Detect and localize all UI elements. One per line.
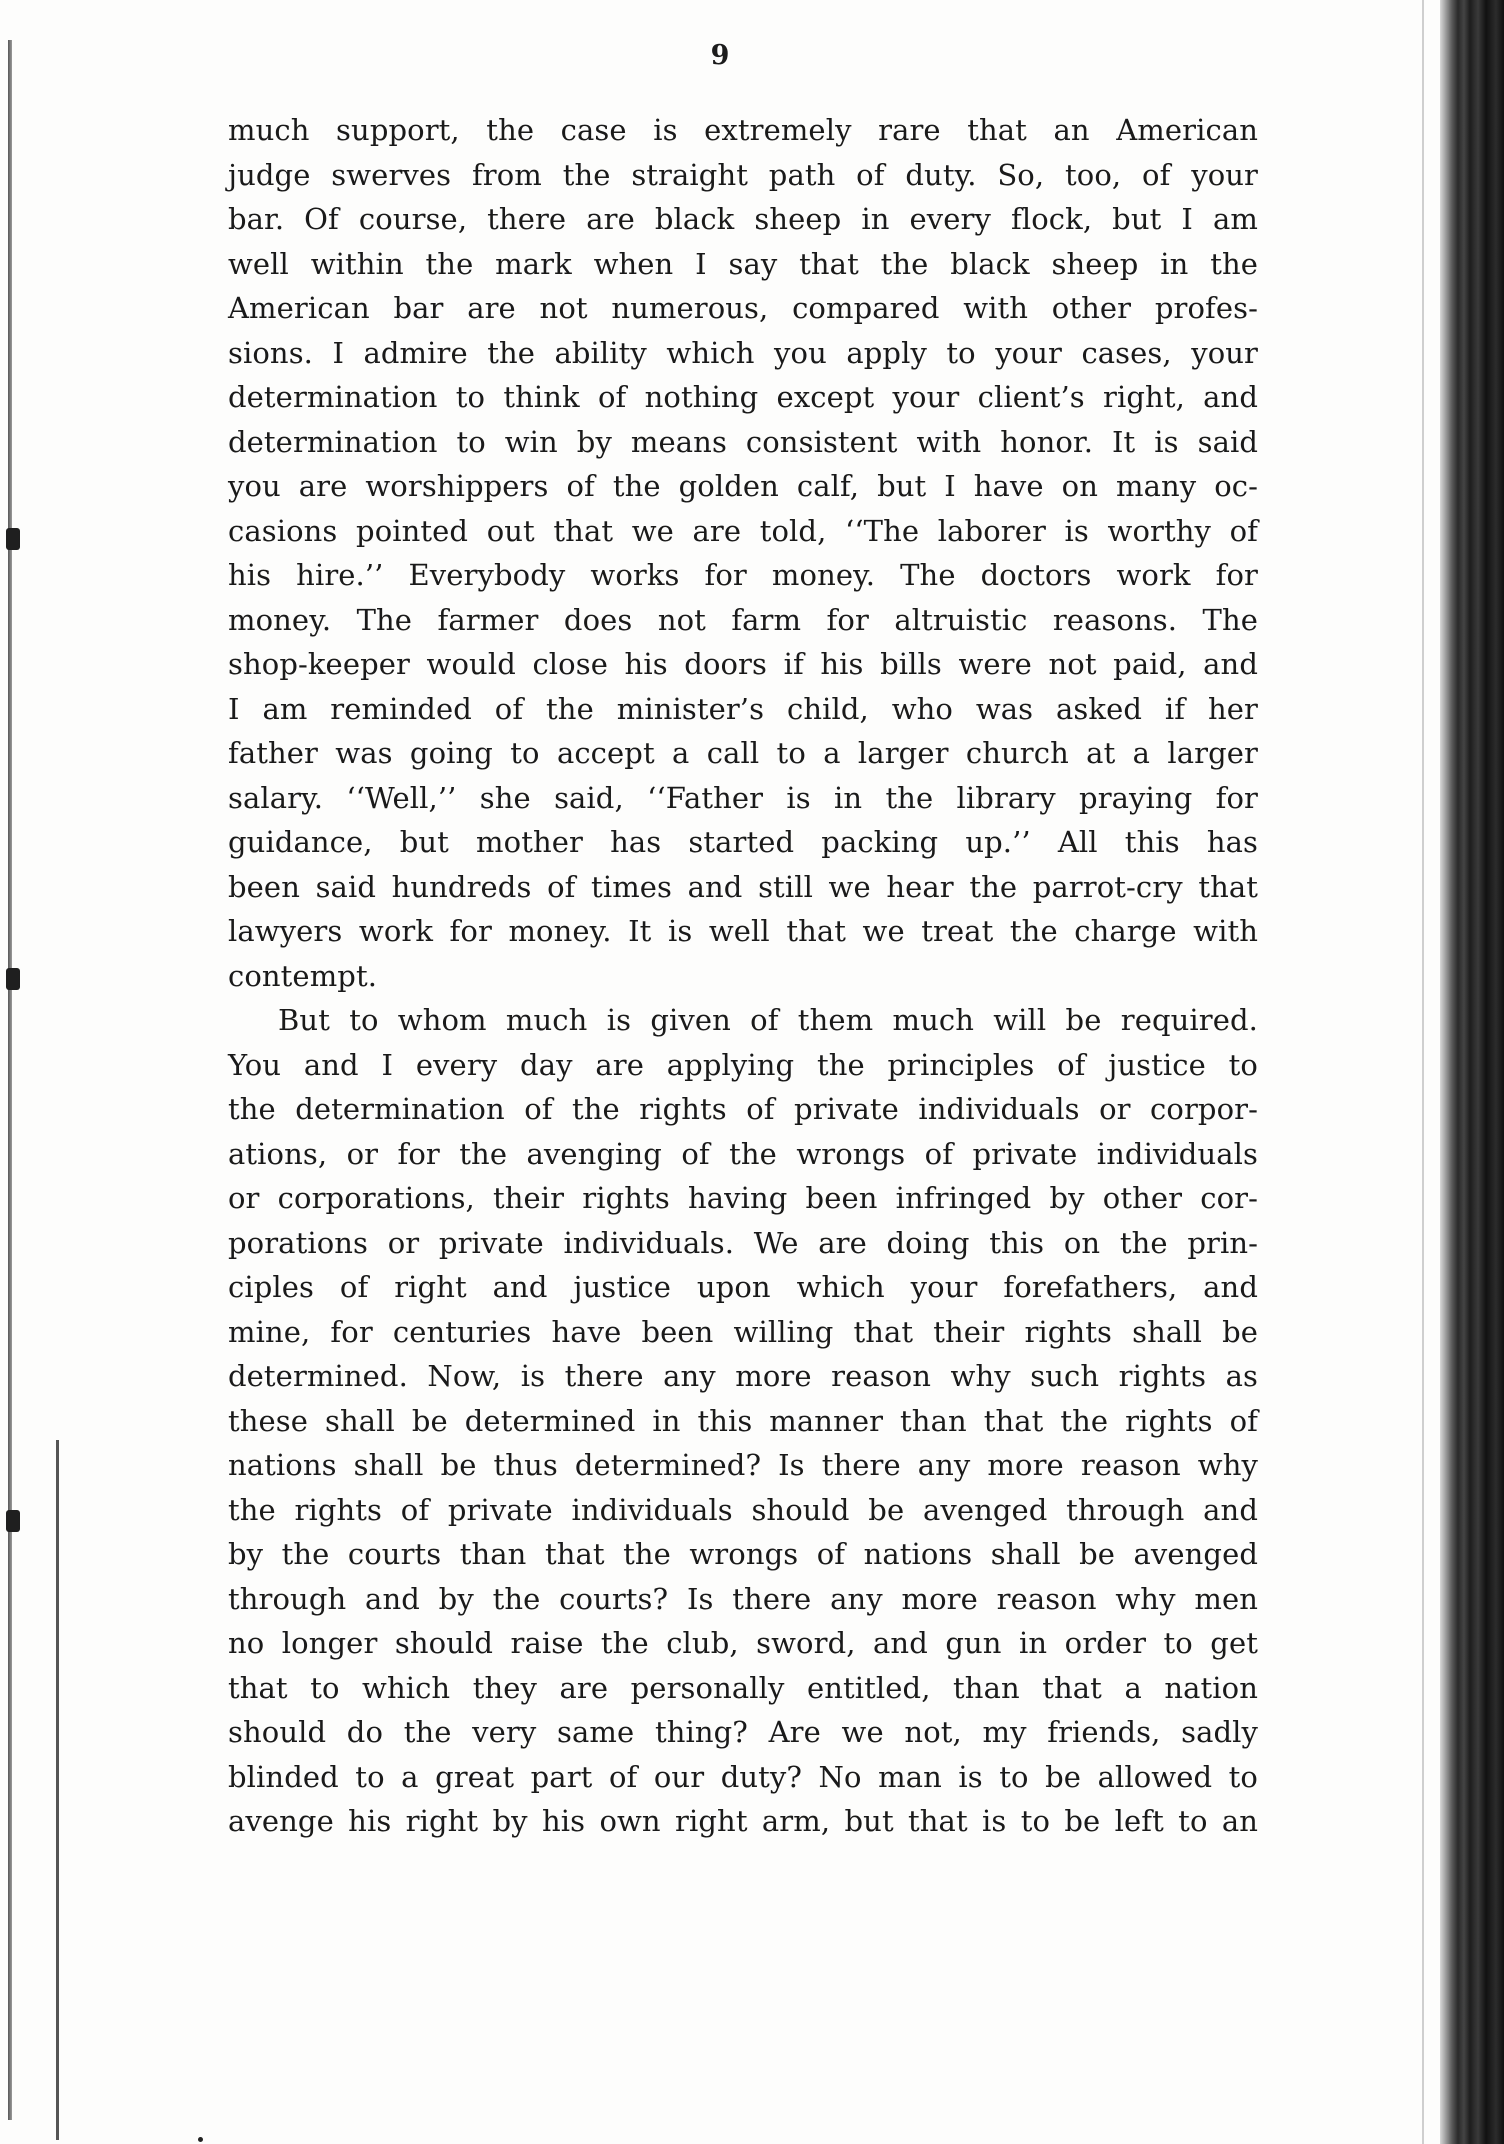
text-line: the determination of the rights of private individuals or corpor- xyxy=(228,1092,1258,1126)
text-line: guidance, but mother has started packing up.’’ All this has xyxy=(228,825,1258,859)
text-line: shop-keeper would close his doors if his bills were not paid, and xyxy=(228,647,1258,681)
text-line: salary. ‘‘Well,’’ she said, ‘‘Father is in the library praying for xyxy=(228,780,1258,815)
text-line: or corporations, their rights having been infringed by other cor- xyxy=(228,1181,1258,1215)
page-edge-line xyxy=(1422,0,1424,2144)
text-line: blinded to a great part of our duty? No man is to be allowed to xyxy=(228,1759,1258,1794)
text-line: well within the mark when I say that the black sheep in the xyxy=(228,246,1258,281)
binding-mark xyxy=(6,528,20,550)
binding-mark xyxy=(6,1510,20,1532)
text-line: determination to think of nothing except your client’s right, and xyxy=(228,380,1258,414)
text-line: been said hundreds of times and still we hear the parrot-cry that xyxy=(228,869,1258,904)
text-line: ations, or for the avenging of the wrongs of private individuals xyxy=(228,1136,1258,1171)
text-line: no longer should raise the club, sword, and gun in order to get xyxy=(228,1626,1258,1660)
page-number: 9 xyxy=(710,40,730,71)
text-line: his hire.’’ Everybody works for money. The doctors work for xyxy=(228,558,1258,592)
scan-speck xyxy=(198,2137,203,2142)
text-line: by the courts than that the wrongs of nations shall be avenged xyxy=(228,1537,1258,1571)
text-line: bar. Of course, there are black sheep in every flock, but I am xyxy=(228,202,1258,236)
text-line: much support, the case is extremely rare that an American xyxy=(228,113,1258,147)
text-line: through and by the courts? Is there any more reason why men xyxy=(228,1581,1258,1616)
text-line: porations or private individuals. We are doing this on the prin- xyxy=(228,1225,1258,1260)
binding-edge-left xyxy=(8,40,12,2120)
text-line: nations shall be thus determined? Is there any more reason why xyxy=(228,1448,1258,1482)
text-line: But to whom much is given of them much will be required. xyxy=(278,1003,1258,1037)
text-line: sions. I admire the ability which you apply to your cases, your xyxy=(228,335,1258,370)
text-line: lawyers work for money. It is well that we treat the charge with xyxy=(228,914,1258,948)
text-line: casions pointed out that we are told, ‘‘The laborer is worthy of xyxy=(228,513,1258,548)
text-line: I am reminded of the minister’s child, who was asked if her xyxy=(228,691,1258,726)
text-line: you are worshippers of the golden calf, but I have on many oc- xyxy=(228,469,1258,503)
text-line: determined. Now, is there any more reason why such rights as xyxy=(228,1359,1258,1393)
text-line: determination to win by means consistent with honor. It is said xyxy=(228,424,1258,459)
text-line: the rights of private individuals should be avenged through and xyxy=(228,1492,1258,1527)
text-line: that to which they are personally entitled, than that a nation xyxy=(228,1670,1258,1705)
text-line: mine, for centuries have been willing that their rights shall be xyxy=(228,1314,1258,1349)
text-line: avenge his right by his own right arm, but that is to be left to an xyxy=(228,1804,1258,1838)
binding-edge-inner xyxy=(56,1440,59,2140)
text-line: You and I every day are applying the principles of justice to xyxy=(228,1047,1258,1082)
page-stack-edge xyxy=(1440,0,1504,2144)
text-line: ciples of right and justice upon which your forefathers, and xyxy=(228,1270,1258,1304)
text-line: American bar are not numerous, compared with other profes- xyxy=(228,291,1258,325)
text-line: judge swerves from the straight path of duty. So, too, of your xyxy=(228,157,1258,192)
binding-mark xyxy=(6,968,20,990)
text-line: these shall be determined in this manner than that the rights of xyxy=(228,1403,1258,1438)
body-text xyxy=(228,108,1258,1844)
text-line: money. The farmer does not farm for altruistic reasons. The xyxy=(228,602,1258,637)
text-line: should do the very same thing? Are we not, my friends, sadly xyxy=(228,1715,1258,1749)
text-line: contempt. xyxy=(228,958,378,993)
text-line: father was going to accept a call to a larger church at a larger xyxy=(228,736,1258,770)
